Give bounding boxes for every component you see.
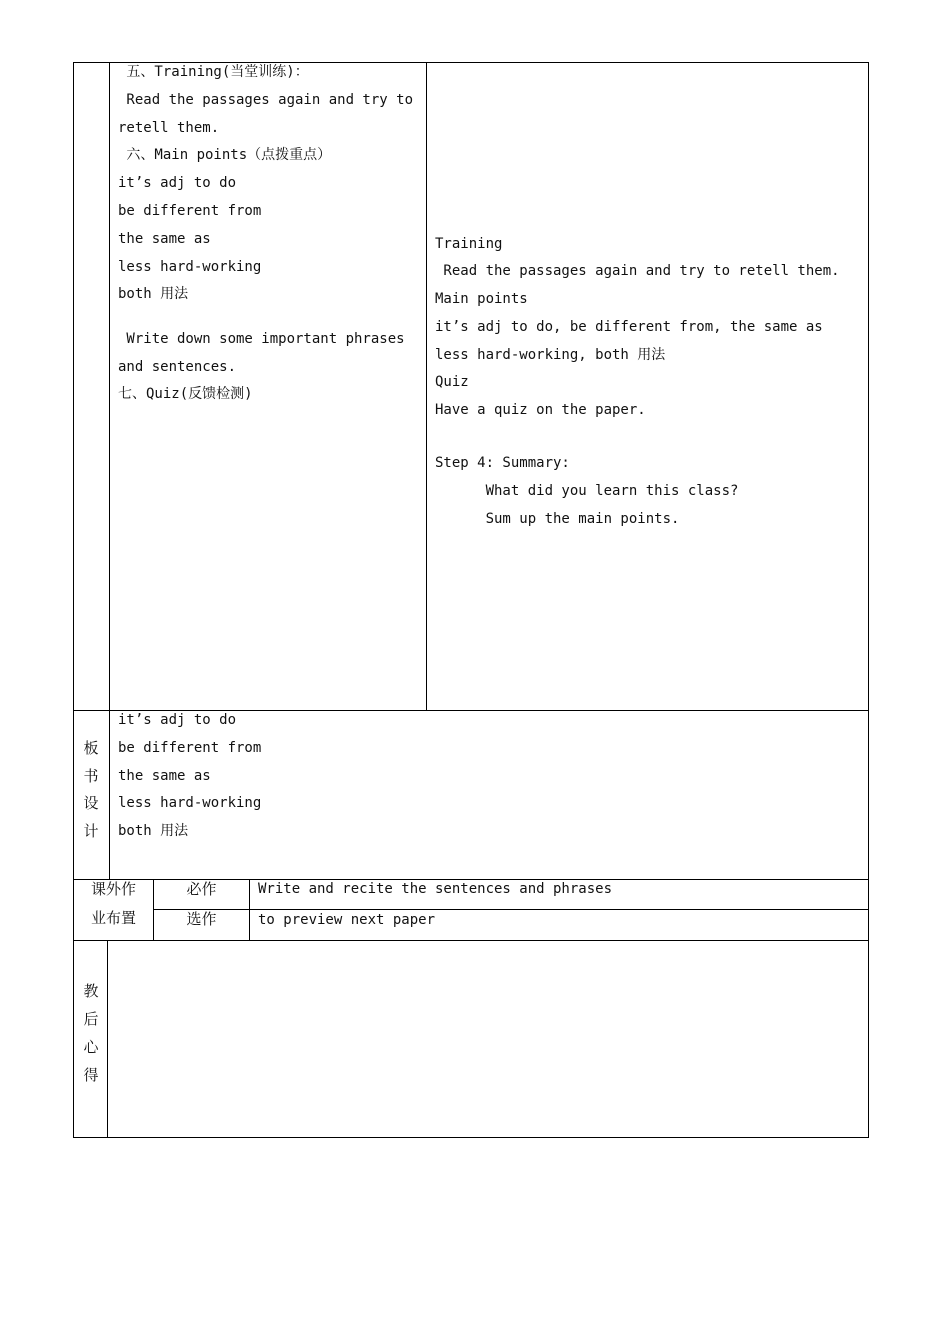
label-char: 计	[83, 822, 99, 840]
label-char: 设	[83, 794, 99, 812]
text-line: 七、Quiz(反馈检测)	[118, 386, 253, 402]
text-line: retell them.	[118, 120, 220, 136]
text-line: What did you learn this class?	[435, 483, 739, 499]
text-line: Main points	[435, 291, 528, 307]
text-line: it’s adj to do	[118, 175, 237, 191]
table-border-left	[73, 62, 74, 1138]
optional-label: 选作	[186, 910, 217, 928]
text-line: less hard-working, both 用法	[435, 347, 666, 363]
required-label: 必作	[186, 880, 217, 898]
text-line: Read the passages again and try to retell them.	[435, 263, 840, 279]
text-line: be different from	[118, 740, 262, 756]
text-line: the same as	[118, 231, 211, 247]
label-char: 后	[83, 1010, 99, 1028]
homework-label-line1: 课外作	[90, 880, 136, 898]
text-line: Step 4: Summary:	[435, 455, 570, 471]
label-char: 得	[83, 1066, 99, 1084]
text-line: 五、Training(当堂训练)：	[118, 64, 309, 80]
col-divider-upper-label	[109, 62, 110, 880]
text-line: Sum up the main points.	[435, 511, 680, 527]
text-line: be different from	[118, 203, 262, 219]
text-line: Quiz	[435, 374, 469, 390]
text-line: both 用法	[118, 823, 189, 839]
text-line: and sentences.	[118, 359, 237, 375]
text-line: Read the passages again and try to	[118, 92, 414, 108]
text-line: Write down some important phrases	[118, 331, 405, 347]
table-border-bottom	[73, 1137, 869, 1138]
text-line: less hard-working	[118, 259, 262, 275]
label-char: 教	[83, 982, 99, 1000]
text-line: it’s adj to do, be different from, the same as	[435, 319, 823, 335]
text-line: 六、Main points（点拨重点）	[118, 147, 332, 163]
col-divider-homework-2	[249, 879, 250, 940]
optional-text: to preview next paper	[258, 912, 436, 928]
col-divider-upper-mid	[426, 62, 427, 710]
label-char: 书	[83, 767, 99, 785]
table-border-right	[868, 62, 869, 1138]
label-char: 板	[83, 739, 99, 757]
homework-label-line2: 业布置	[90, 909, 136, 927]
reflection-content-cell[interactable]	[108, 941, 868, 1137]
text-line: both 用法	[118, 286, 189, 302]
text-line: less hard-working	[118, 795, 262, 811]
label-char: 心	[83, 1038, 99, 1056]
required-text: Write and recite the sentences and phrases	[258, 881, 613, 897]
text-line: Have a quiz on the paper.	[435, 402, 646, 418]
text-line: Training	[435, 236, 503, 252]
text-line: the same as	[118, 768, 211, 784]
text-line: it’s adj to do	[118, 712, 237, 728]
